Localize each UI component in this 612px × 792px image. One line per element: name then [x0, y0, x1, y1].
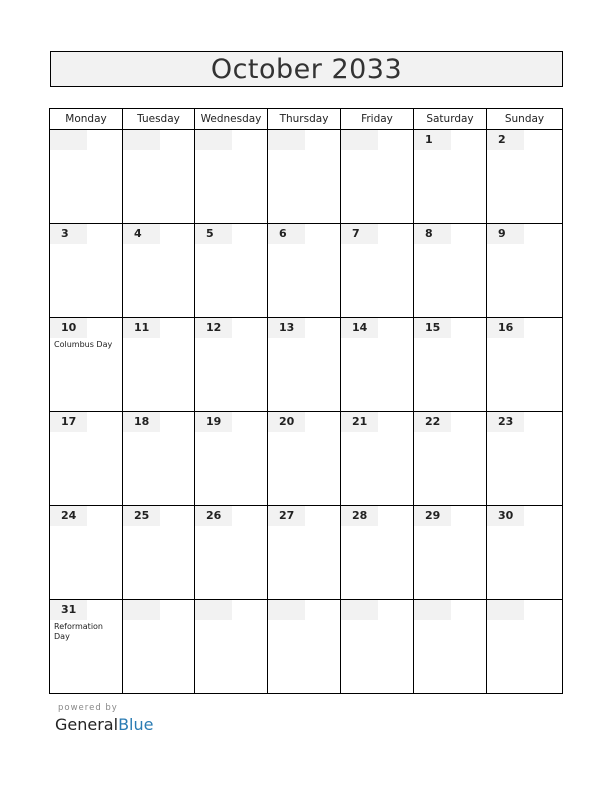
weekday-header: Saturday [414, 109, 487, 130]
day-number: 17 [50, 412, 87, 432]
day-number [195, 130, 232, 150]
day-number: 2 [487, 130, 524, 150]
day-number [50, 130, 87, 150]
day-number: 28 [341, 506, 378, 526]
day-cell [268, 318, 341, 412]
day-number: 19 [195, 412, 232, 432]
day-cell [268, 224, 341, 318]
day-cell [195, 412, 268, 506]
day-cell [195, 318, 268, 412]
day-number: 15 [414, 318, 451, 338]
brand-blue: Blue [118, 715, 154, 734]
day-cell [123, 506, 195, 600]
day-cell [341, 600, 414, 694]
day-cell [50, 600, 123, 694]
day-number [341, 600, 378, 620]
day-cell [123, 412, 195, 506]
day-cell [268, 600, 341, 694]
brand-general: General [55, 715, 119, 734]
day-cell [341, 506, 414, 600]
day-cell [50, 506, 123, 600]
day-cell [341, 318, 414, 412]
day-cell [487, 600, 563, 694]
day-number [268, 600, 305, 620]
page-title: October 2033 [210, 53, 403, 85]
day-cell [195, 506, 268, 600]
day-number: 1 [414, 130, 451, 150]
day-number: 11 [123, 318, 160, 338]
weekday-header-row [50, 109, 563, 130]
day-number: 31 [50, 600, 87, 620]
day-cell [414, 412, 487, 506]
day-cell [487, 318, 563, 412]
day-number: 20 [268, 412, 305, 432]
day-number: 3 [50, 224, 87, 244]
day-number [268, 130, 305, 150]
day-number: 12 [195, 318, 232, 338]
day-cell [341, 130, 414, 224]
day-number [341, 130, 378, 150]
day-cell [414, 600, 487, 694]
day-cell [341, 224, 414, 318]
day-number: 18 [123, 412, 160, 432]
day-number: 7 [341, 224, 378, 244]
weekday-header: Monday [50, 109, 123, 130]
calendar-grid [49, 108, 563, 694]
day-number: 27 [268, 506, 305, 526]
day-number: 22 [414, 412, 451, 432]
day-number: 6 [268, 224, 305, 244]
day-cell [50, 224, 123, 318]
day-cell [414, 224, 487, 318]
holiday-label: Columbus Day [54, 340, 113, 349]
weekday-header: Thursday [268, 109, 341, 130]
day-number [123, 130, 160, 150]
weekday-header: Sunday [487, 109, 563, 130]
day-number [487, 600, 524, 620]
week-row [50, 412, 563, 506]
day-number: 8 [414, 224, 451, 244]
day-cell [487, 412, 563, 506]
day-number [123, 600, 160, 620]
day-cell [414, 506, 487, 600]
day-cell [268, 412, 341, 506]
day-cell [50, 130, 123, 224]
weekday-header: Friday [341, 109, 414, 130]
day-number: 25 [123, 506, 160, 526]
title-box [50, 51, 563, 87]
day-number: 24 [50, 506, 87, 526]
day-cell [487, 224, 563, 318]
day-number: 9 [487, 224, 524, 244]
day-cell [50, 412, 123, 506]
powered-by-label: powered by [58, 703, 118, 713]
day-cell [268, 130, 341, 224]
brand-logo [55, 715, 153, 734]
day-number: 14 [341, 318, 378, 338]
day-number: 21 [341, 412, 378, 432]
day-cell [487, 130, 563, 224]
day-number: 4 [123, 224, 160, 244]
day-number [195, 600, 232, 620]
day-cell [123, 318, 195, 412]
holiday-label: Reformation Day [54, 622, 103, 641]
day-number: 16 [487, 318, 524, 338]
weekday-header: Wednesday [195, 109, 268, 130]
day-number: 5 [195, 224, 232, 244]
day-cell [414, 130, 487, 224]
week-row [50, 130, 563, 224]
week-row [50, 318, 563, 412]
day-number: 13 [268, 318, 305, 338]
day-cell [487, 506, 563, 600]
day-cell [341, 412, 414, 506]
day-number: 26 [195, 506, 232, 526]
day-cell [414, 318, 487, 412]
day-cell [195, 600, 268, 694]
day-cell [268, 506, 341, 600]
day-cell [195, 224, 268, 318]
day-cell [123, 224, 195, 318]
day-number: 23 [487, 412, 524, 432]
day-cell [123, 600, 195, 694]
day-cell [123, 130, 195, 224]
week-row [50, 506, 563, 600]
day-number [414, 600, 451, 620]
day-cell [50, 318, 123, 412]
week-row [50, 224, 563, 318]
weekday-header: Tuesday [123, 109, 195, 130]
day-number: 10 [50, 318, 87, 338]
day-number: 29 [414, 506, 451, 526]
day-number: 30 [487, 506, 524, 526]
day-cell [195, 130, 268, 224]
week-row [50, 600, 563, 694]
